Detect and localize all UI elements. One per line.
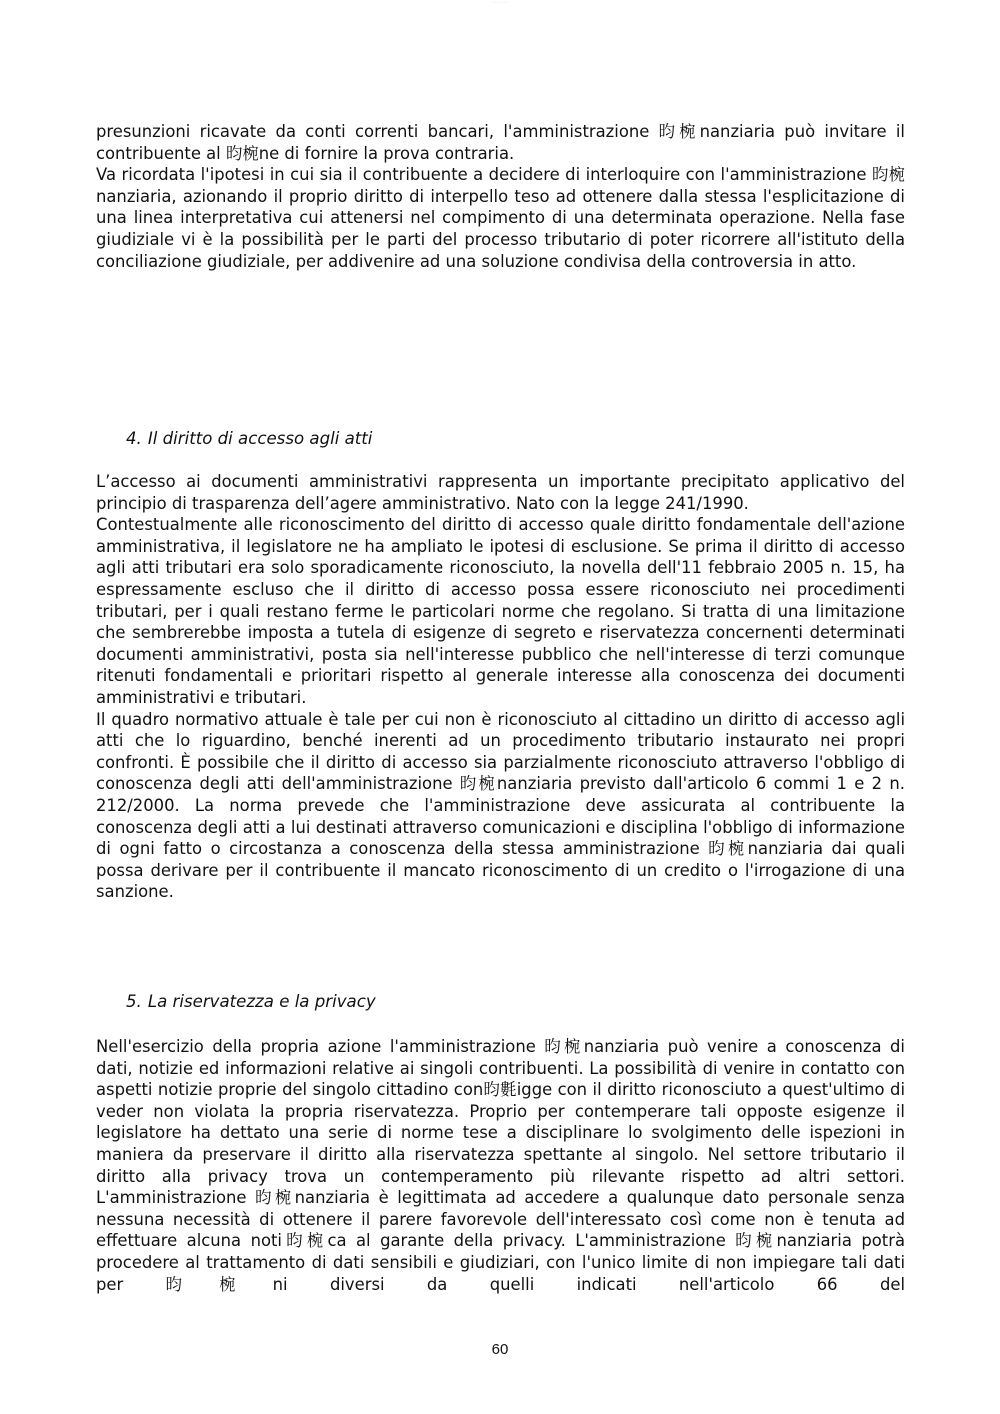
paragraph: Nell'esercizio della propria azione l'amministrazione 昀椀nanziaria può venire a conoscenza di dati, notizie ed informazioni relative ai singoli contribuenti. La possibilità di venire in contatto con aspetti notizie proprie del singolo cittadino con昀氀igge con il diritto riconosciuto a quest'ultimo di veder non violata la propria riservatezza. Proprio per contemperare tali opposte esigenze il legislatore ha dettato una serie di norme tese a disciplinare lo svolgimento delle ispezioni in maniera da preservare il diritto alla riservatezza spettante al singolo. Nel settore tributario il diritto alla privacy trova un contemperamento più rilevante rispetto ad altri settori. L'amministrazione 昀椀nanziaria è legittimata ad accedere a qualunque dato personale senza nessuna necessità di ottenere il parere favorevole dell'interessato così come non è tenuta ad effettuare alcuna noti昀椀ca al garante della privacy. L'amministrazione 昀椀nanziaria potrà procedere al trattamento di dati sensibili e giudiziari, con l'unico limite di non impiegare tali dati per 昀椀ni diversi da quelli indicati nell'articolo 66 del bbox=[96, 1037, 906, 1294]
section-title: La riservatezza e la privacy bbox=[147, 992, 376, 1011]
paragraph: Il quadro normativo attuale è tale per cui non è riconosciuto al cittadino un diritto di accesso agli atti che lo riguardino, benché inerenti ad un procedimento tributario instaurato nei propri confronti. È possibile che il diritto di accesso sia parzialmente riconosciuto attraverso l'obbligo di conoscenza degli atti dell'amministrazione 昀椀nanziaria previsto dall'articolo 6 commi 1 e 2 n. 212/2000. La norma prevede che l'amministrazione deve assicurata al contribuente la conoscenza degli atti a lui destinati attraverso comunicazioni e disciplina l'obbligo di informazione di ogni fatto o circostanza a conoscenza della stessa amministrazione 昀椀nanziaria dai quali possa derivare per il contribuente il mancato riconoscimento di un credito o l'irrogazione di una sanzione. bbox=[96, 709, 905, 902]
paragraph: presunzioni ricavate da conti correnti bancari, l'amministrazione 昀椀nanziaria può invitare il contribuente al 昀椀ne di fornire la prova contraria. bbox=[96, 122, 905, 163]
section-heading-5 bbox=[126, 991, 376, 1013]
page-number: 60 bbox=[491, 1341, 509, 1358]
section-number: 4. bbox=[126, 429, 142, 448]
header-mark: - - - - - - bbox=[492, 0, 508, 5]
paragraph: Va ricordata l'ipotesi in cui sia il contribuente a decidere di interloquire con l'amministrazione 昀椀nanziaria, azionando il proprio diritto di interpello teso ad ottenere dalla stessa l'esplicitazione di una linea interpretativa cui attenersi nel compimento di una determinata operazione. Nella fase giudiziale vi è la possibilità per le parti del processo tributario di poter ricorrere all'istituto della conciliazione giudiziale, per addivenire ad una soluzione condivisa della controversia in atto. bbox=[96, 165, 905, 271]
top-text-block bbox=[96, 121, 905, 272]
section-heading-4 bbox=[126, 428, 372, 450]
paragraph: Contestualmente alle riconoscimento del diritto di accesso quale diritto fondamentale dell'azione amministrativa, il legislatore ne ha ampliato le ipotesi di esclusione. Se prima il diritto di accesso agli atti tributari era solo sporadicamente riconosciuto, la novella dell'11 febbraio 2005 n. 15, ha espressamente escluso che il diritto di accesso possa essere riconosciuto nei procedimenti tributari, per i quali restano ferme le particolari norme che regolano. Si tratta di una limitazione che sembrerebbe imposta a tutela di esigenze di segreto e riservatezza concernenti determinati documenti amministrativi, posta sia nell'interesse pubblico che nell'interesse di terzi comunque ritenuti fondamentali e prioritari rispetto al generale interesse alla conoscenza dei documenti amministrativi e tributari. bbox=[96, 515, 905, 707]
section-4-body bbox=[96, 471, 905, 903]
section-5-body bbox=[96, 1036, 905, 1295]
section-number: 5. bbox=[126, 992, 142, 1011]
section-title: Il diritto di accesso agli atti bbox=[147, 429, 373, 448]
paragraph: L’accesso ai documenti amministrativi rappresenta un importante precipitato applicativo del principio di trasparenza dell’agere amministrativo. Nato con la legge 241/1990. bbox=[96, 472, 905, 513]
